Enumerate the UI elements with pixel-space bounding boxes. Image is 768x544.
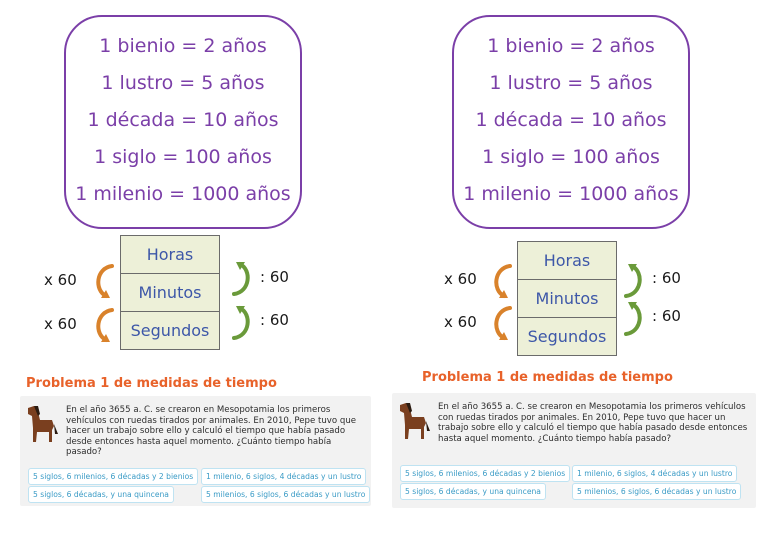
curved-arrow-down-icon	[488, 304, 516, 344]
curved-arrow-up-icon	[228, 258, 256, 298]
unit-minutos: Minutos	[121, 274, 219, 312]
curved-arrow-up-icon	[228, 302, 256, 342]
divide-label-1: : 60	[652, 269, 681, 287]
horse-icon	[24, 404, 58, 444]
equivalence-decada: 1 década = 10 años	[87, 109, 279, 131]
equivalences-box	[452, 15, 690, 229]
problem-card	[20, 396, 371, 506]
horse-icon	[396, 401, 430, 441]
divide-label-2: : 60	[652, 307, 681, 325]
answer-option-4[interactable]: 5 milenios, 6 siglos, 6 décadas y un lustro	[572, 483, 741, 500]
divide-label-1: : 60	[260, 268, 289, 286]
problem-card	[392, 393, 756, 508]
equivalence-decada: 1 década = 10 años	[475, 109, 667, 131]
equivalence-bienio: 1 bienio = 2 años	[99, 35, 267, 57]
unit-horas: Horas	[518, 242, 616, 280]
answer-option-2[interactable]: 1 milenio, 6 siglos, 4 décadas y un lustro	[201, 468, 366, 485]
problem-text: En el año 3655 a. C. se crearon en Mesopotamia los primeros vehículos con ruedas tirados por animales. En 2010, Pepe tuvo que hacer un trabajo sobre ello y calculó el tiempo que había pasado desde entonces hasta aquel momento. ¿Cuánto tiempo había pasado?	[66, 405, 357, 457]
curved-arrow-up-icon	[620, 298, 648, 338]
divide-label-2: : 60	[260, 311, 289, 329]
unit-segundos: Segundos	[527, 327, 607, 346]
curved-arrow-down-icon	[488, 262, 516, 302]
equivalence-siglo: 1 siglo = 100 años	[94, 146, 272, 168]
equivalence-milenio: 1 milenio = 1000 años	[463, 183, 679, 205]
equivalence-lustro: 1 lustro = 5 años	[489, 72, 653, 94]
multiply-label-2: x 60	[444, 313, 477, 331]
problem-title: Problema 1 de medidas de tiempo	[422, 370, 673, 385]
multiply-label-2: x 60	[44, 315, 77, 333]
right-panel	[384, 0, 768, 544]
answer-option-1[interactable]: 5 siglos, 6 milenios, 6 décadas y 2 bienios	[28, 468, 198, 485]
multiply-label-1: x 60	[44, 271, 77, 289]
unit-minutos: Minutos	[518, 280, 616, 318]
curved-arrow-down-icon	[90, 262, 118, 302]
answer-option-3[interactable]: 5 siglos, 6 décadas, y una quincena	[28, 486, 174, 503]
answer-option-1[interactable]: 5 siglos, 6 milenios, 6 décadas y 2 bienios	[400, 465, 570, 482]
answer-option-2[interactable]: 1 milenio, 6 siglos, 4 décadas y un lustro	[572, 465, 737, 482]
time-units-table	[517, 241, 617, 356]
equivalence-milenio: 1 milenio = 1000 años	[75, 183, 291, 205]
unit-segundos: Segundos	[130, 321, 210, 340]
curved-arrow-down-icon	[90, 306, 118, 346]
multiply-label-1: x 60	[444, 270, 477, 288]
time-units-table	[120, 235, 220, 350]
equivalence-lustro: 1 lustro = 5 años	[101, 72, 265, 94]
equivalence-siglo: 1 siglo = 100 años	[482, 146, 660, 168]
problem-title: Problema 1 de medidas de tiempo	[26, 376, 277, 391]
answer-option-3[interactable]: 5 siglos, 6 décadas, y una quincena	[400, 483, 546, 500]
problem-text: En el año 3655 a. C. se crearon en Mesopotamia los primeros vehículos con ruedas tirados por animales. En 2010, Pepe tuvo que hacer un trabajo sobre ello y calculó el tiempo que había pasado desde entonces hasta aquel momento. ¿Cuánto tiempo había pasado?	[438, 402, 748, 444]
equivalences-box	[64, 15, 302, 229]
equivalence-bienio: 1 bienio = 2 años	[487, 35, 655, 57]
unit-horas: Horas	[121, 236, 219, 274]
curved-arrow-up-icon	[620, 260, 648, 300]
answer-option-4[interactable]: 5 milenios, 6 siglos, 6 décadas y un lustro	[201, 486, 370, 503]
